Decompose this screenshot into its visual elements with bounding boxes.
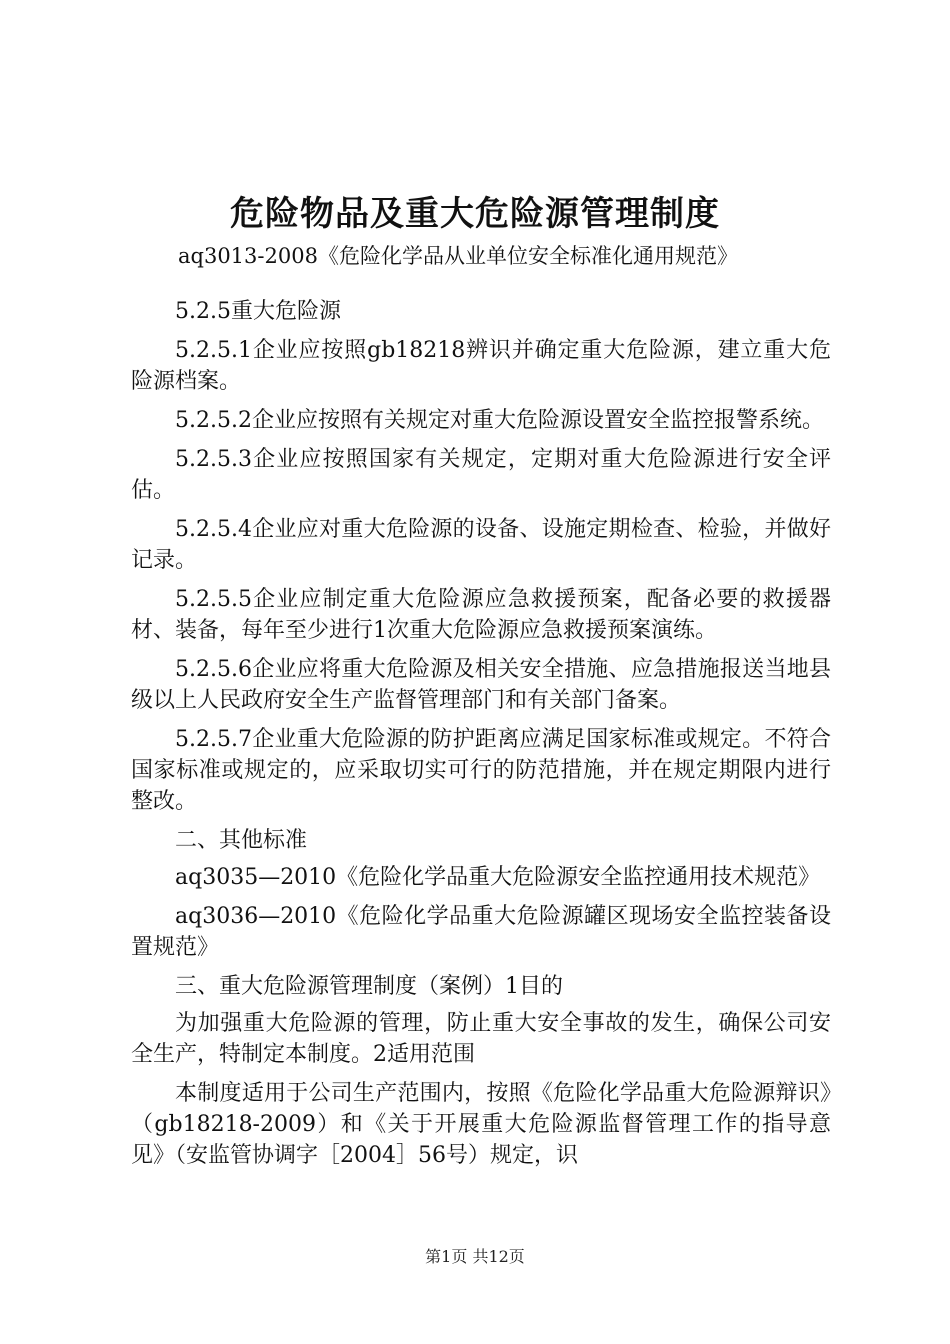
- paragraph: 本制度适用于公司生产范围内，按照《危险化学品重大危险源辩识》（gb18218-2009）和《关于开展重大危险源监督管理工作的指导意见》（安监管协调字［2004］56号）规定，识: [131, 1081, 831, 1168]
- paragraph: 为加强重大危险源的管理，防止重大安全事故的发生，确保公司安全生产，特制定本制度。2适用范围: [131, 1011, 831, 1067]
- paragraph: 5.2.5.7企业重大危险源的防护距离应满足国家标准或规定。不符合国家标准或规定的，应采取切实可行的防范措施，并在规定期限内进行整改。: [131, 727, 831, 814]
- document-title: 危险物品及重大危险源管理制度: [230, 194, 720, 234]
- section-heading: 三、重大危险源管理制度（案例）1目的: [175, 974, 563, 999]
- document-body: [131, 296, 831, 1179]
- paragraph: 5.2.5.5企业应制定重大危险源应急救援预案，配备必要的救援器材、装备，每年至少进行1次重大危险源应急救援预案演练。: [131, 587, 831, 643]
- paragraph: 5.2.5重大危险源: [175, 299, 341, 324]
- paragraph: 5.2.5.3企业应按照国家有关规定，定期对重大危险源进行安全评估。: [131, 447, 831, 503]
- page-number: 第1页 共12页: [425, 1247, 525, 1266]
- paragraph: 5.2.5.1企业应按照gb18218辨识并确定重大危险源，建立重大危险源档案。: [131, 338, 831, 394]
- paragraph: 5.2.5.6企业应将重大危险源及相关安全措施、应急措施报送当地县级以上人民政府安全生产监督管理部门和有关部门备案。: [131, 657, 831, 713]
- paragraph: 5.2.5.4企业应对重大危险源的设备、设施定期检查、检验，并做好记录。: [131, 517, 831, 573]
- paragraph: aq3036—2010《危险化学品重大危险源罐区现场安全监控装备设置规范》: [131, 904, 831, 960]
- paragraph: 5.2.5.2企业应按照有关规定对重大危险源设置安全监控报警系统。: [175, 408, 824, 433]
- paragraph: aq3035—2010《危险化学品重大危险源安全监控通用技术规范》: [175, 865, 821, 890]
- section-heading: 二、其他标准: [175, 828, 308, 853]
- document-subtitle: aq3013-2008《危险化学品从业单位安全标准化通用规范》: [178, 244, 738, 268]
